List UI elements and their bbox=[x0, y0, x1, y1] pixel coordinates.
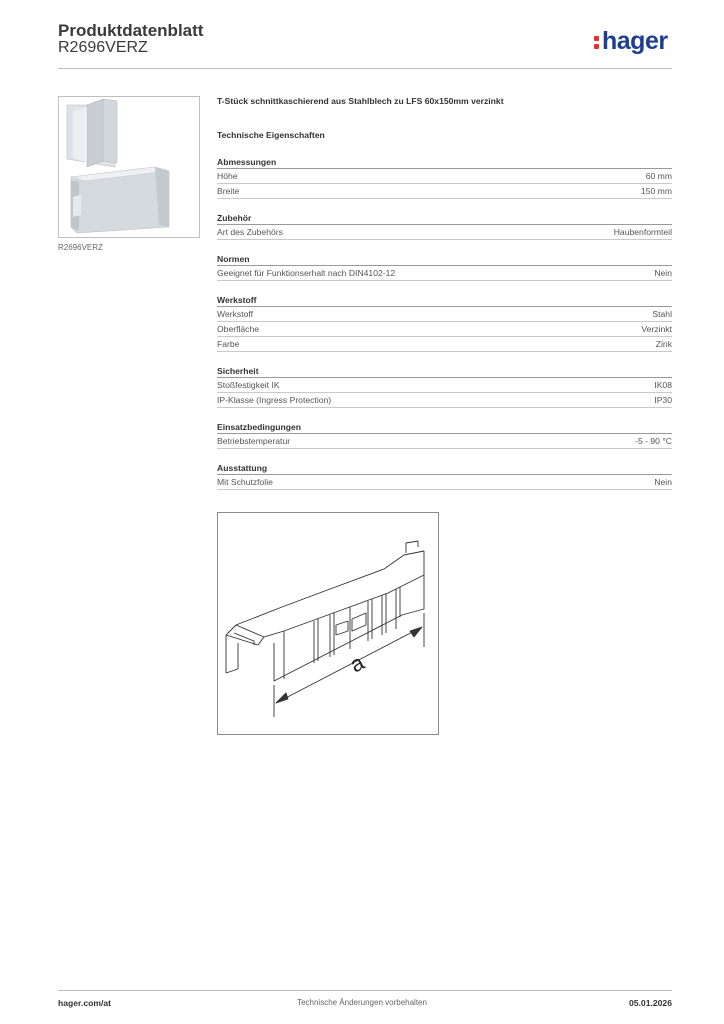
property-group bbox=[217, 212, 672, 240]
main-content bbox=[217, 96, 672, 522]
property-row bbox=[217, 169, 672, 184]
property-label: Mit Schutzfolie bbox=[217, 477, 273, 487]
property-value: 150 mm bbox=[640, 186, 672, 196]
property-group bbox=[217, 253, 672, 281]
property-group bbox=[217, 421, 672, 449]
property-value: IK08 bbox=[654, 380, 672, 390]
footer-date: 05.01.2026 bbox=[628, 998, 672, 1008]
product-title: T-Stück schnittkaschierend aus Stahlblech zu LFS 60x150mm verzinkt bbox=[217, 96, 504, 106]
properties-heading: Technische Eigenschaften bbox=[217, 130, 325, 140]
property-groups bbox=[217, 156, 672, 490]
page-title: Produktdatenblatt bbox=[58, 21, 204, 40]
property-label: Farbe bbox=[217, 339, 240, 349]
footer-divider bbox=[58, 990, 672, 991]
footer-website[interactable]: hager.com/at bbox=[58, 998, 112, 1008]
property-label: Werkstoff bbox=[217, 309, 253, 319]
property-row bbox=[217, 378, 672, 393]
property-row bbox=[217, 266, 672, 281]
footer-disclaimer: Technische Änderungen vorbehalten bbox=[297, 998, 427, 1007]
property-group bbox=[217, 294, 672, 352]
property-row bbox=[217, 337, 672, 352]
group-title: Sicherheit bbox=[217, 365, 672, 378]
property-group bbox=[217, 462, 672, 490]
product-photo bbox=[58, 96, 200, 238]
technical-drawing bbox=[217, 512, 439, 735]
group-title: Werkstoff bbox=[217, 294, 672, 307]
property-value: Nein bbox=[654, 477, 672, 487]
property-row bbox=[217, 393, 672, 408]
property-group bbox=[217, 365, 672, 408]
property-label: Betriebstemperatur bbox=[217, 436, 291, 446]
product-photo-caption: R2696VERZ bbox=[58, 243, 103, 252]
group-title: Zubehör bbox=[217, 212, 672, 225]
property-value: Haubenformteil bbox=[613, 227, 672, 237]
property-label: IP-Klasse (Ingress Protection) bbox=[217, 395, 332, 405]
group-title: Normen bbox=[217, 253, 672, 266]
hager-logo bbox=[594, 27, 668, 55]
group-title: Einsatzbedingungen bbox=[217, 421, 672, 434]
property-row bbox=[217, 225, 672, 240]
product-code: R2696VERZ bbox=[58, 39, 148, 56]
property-value: Nein bbox=[654, 268, 672, 278]
property-value: 60 mm bbox=[645, 171, 672, 181]
dimension-label: a bbox=[345, 649, 369, 678]
property-label: Stoßfestigkeit IK bbox=[217, 380, 280, 390]
property-value: Stahl bbox=[652, 309, 672, 319]
group-title: Ausstattung bbox=[217, 462, 672, 475]
header-divider bbox=[58, 68, 672, 69]
property-row bbox=[217, 475, 672, 490]
property-label: Oberfläche bbox=[217, 324, 260, 334]
property-row bbox=[217, 184, 672, 199]
group-title: Abmessungen bbox=[217, 156, 672, 169]
property-label: Art des Zubehörs bbox=[217, 227, 283, 237]
property-group bbox=[217, 156, 672, 199]
property-row bbox=[217, 322, 672, 337]
property-label: Breite bbox=[217, 186, 240, 196]
property-value: -5 - 90 °C bbox=[635, 436, 672, 446]
property-row bbox=[217, 307, 672, 322]
logo-text: hager bbox=[602, 27, 668, 55]
property-value: Zink bbox=[655, 339, 672, 349]
property-label: Höhe bbox=[217, 171, 238, 181]
property-value: Verzinkt bbox=[641, 324, 672, 334]
logo-dots-icon bbox=[594, 31, 600, 50]
property-label: Geeignet für Funktionserhalt nach DIN4102-12 bbox=[217, 268, 396, 278]
property-value: IP30 bbox=[654, 395, 672, 405]
property-row bbox=[217, 434, 672, 449]
